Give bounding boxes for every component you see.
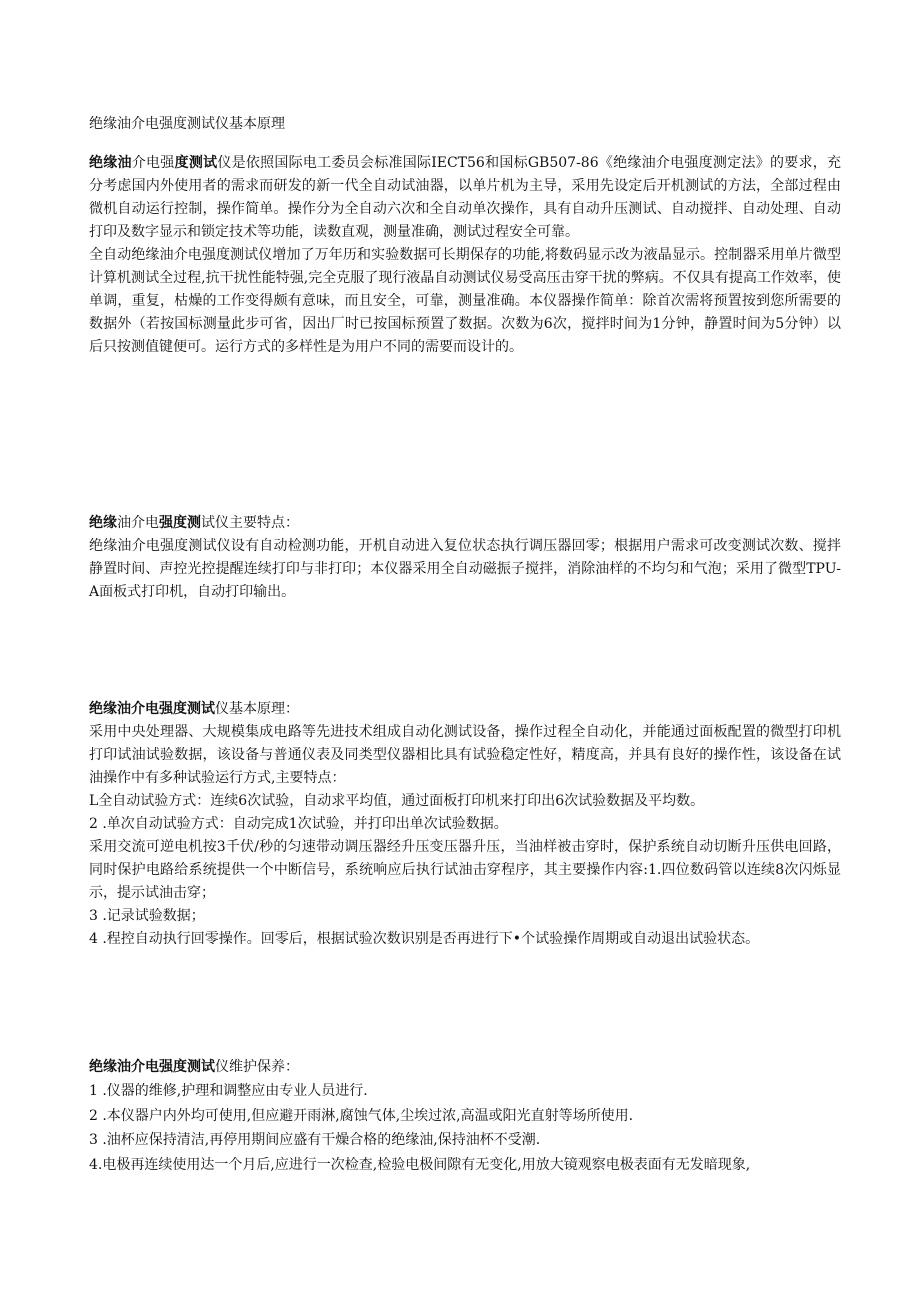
principle-body: 采用中央处理器、大规模集成电路等先进技术组成自动化测试设备，操作过程全自动化，并能通过面板配置的微型打印机打印试油试验数据，该设备与普通仪表及同类型仪器相比具有试验稳定性好，精度高，并具有良好的操作性，该设备在试油操作中有多种试验运行方式,主要特点： [89, 724, 841, 786]
intro-paragraph-1-text: 仪是依照国际电工委员会标准国际IECT56和国标GB507-86《绝缘油介电强度测定法》的要求，充分考虑国内外使用者的需求而研发的新一代全自动试油器，以单片机为主导，采用先设定后开机测试的方法，全部过程由微机自动运行控制，操作简单。操作分为全自动六次和全自动单次操作，具有自动升压测试、自动搅拌、自动处理、自动打印及数字显示和锁定技术等功能，读数直观，测量准确，测试过程安全可靠。 [89, 155, 842, 240]
maintenance-item-2: 2 .本仪器户内外均可使用,但应避开雨淋,腐蚀气体,尘埃过浓,高温或阳光直射等场所使用. [89, 1107, 634, 1124]
maintenance-item-3: 3 .油杯应保持清洁,再停用期间应盛有干燥合格的绝缘油,保持油杯不受潮. [89, 1132, 541, 1148]
principle-item-4: 4 .程控自动执行回零操作。回零后，根据试验次数识别是否再进行下•个试验操作周期或自动退出试验状态。 [89, 931, 760, 947]
principle-section [89, 698, 841, 951]
principle-heading-text: 仪基本原理： [215, 701, 299, 717]
principle-item-3: 3 .记录试验数据； [89, 908, 205, 924]
maintenance-heading-text: 仪维护保养： [215, 1059, 299, 1075]
principle-heading [89, 698, 841, 721]
intro-section [89, 152, 841, 359]
intro-bold-term-b: 度测试 [174, 155, 218, 171]
maintenance-item-4: 4.电极再连续使用达一个月后,应进行一次检查,检验电极间隙有无变化,用放大镜观察电极表面有无发暗现象, [89, 1156, 751, 1173]
document-title: 绝缘油介电强度测试仪基本原理 [89, 116, 285, 132]
features-heading [89, 512, 841, 535]
principle-body-2: 采用交流可逆电机按3千伏/秒的匀速带动调压器经升压变压器升压，当油样被击穿时，保护系统自动切断升压供电回路，同时保护电路给系统提供一个中断信号，系统响应后执行试油击穿程序，其主要操作内容:1.四位数码管以连续8次闪烁显示，提示试油击穿； [89, 839, 841, 901]
principle-item-l: L全自动试验方式：连续6次试验，自动求平均值，通过面板打印机来打印出6次试验数据及平均数。 [89, 793, 705, 809]
intro-term-a: 介电强 [131, 155, 175, 171]
features-section [89, 512, 841, 604]
intro-paragraph-1 [89, 152, 841, 244]
maintenance-heading-bold: 绝缘油介电强度测试 [89, 1059, 215, 1075]
maintenance-item-1: 1 .仪器的维修,护理和调整应由专业人员进行. [89, 1083, 368, 1099]
features-heading-bold-a: 绝缘 [89, 515, 117, 531]
principle-item-2: 2 .单次自动试验方式：自动完成1次试验，并打印出单次试验数据。 [89, 816, 508, 832]
features-heading-text: 试仪主要特点： [201, 515, 299, 531]
maintenance-heading [89, 1056, 841, 1079]
maintenance-section [89, 1056, 841, 1177]
principle-heading-bold: 绝缘油介电强度测试 [89, 701, 215, 717]
features-heading-a: 油介电 [117, 515, 159, 531]
features-heading-bold-b: 强度测 [159, 515, 201, 531]
intro-bold-term-a: 绝缘油 [89, 155, 132, 171]
intro-paragraph-2: 全自动绝缘油介电强度测试仪增加了万年历和实验数据可长期保存的功能,将数码显示改为液晶显示。控制器采用单片微型计算机测试全过程,抗干扰性能特强,完全克服了现行液晶自动测试仪易受高压击穿干扰的弊病。不仅具有提高工作效率，使单调，重复，枯燥的工作变得颇有意味，而且安全，可靠，测量准确。本仪器操作简单：除首次需将预置按到您所需要的数据外（若按国标测量此步可省，因出厂时已按国标预置了数据。次数为6次，搅拌时间为1分钟，静置时间为5分钟）以后只按测值键便可。运行方式的多样性是为用户不同的需要而设计的。 [89, 247, 841, 355]
features-body: 绝缘油介电强度测试仪设有自动检测功能，开机自动进入复位状态执行调压器回零；根据用户需求可改变测试次数、搅拌静置时间、声控光控提醒连续打印与非打印；本仪器采用全自动磁振子搅拌，消除油样的不均匀和气泡；采用了微型TPU-A面板式打印机，自动打印输出。 [89, 538, 841, 600]
